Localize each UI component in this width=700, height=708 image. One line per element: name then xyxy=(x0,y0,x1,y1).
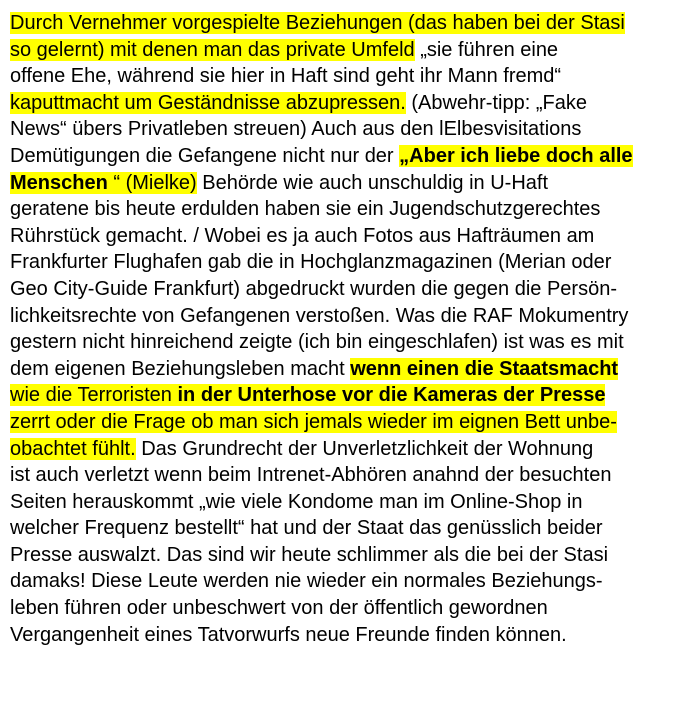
text-segment: Presse auswalzt. Das sind wir heute schlimmer als die bei der Stasi xyxy=(10,543,609,566)
text-line xyxy=(10,595,694,622)
text-line xyxy=(10,10,694,37)
text-segment: geratene bis heute erdulden haben sie ein Jugendschutzgerechtes xyxy=(10,198,601,221)
text-segment: Das Grundrecht der Unverletzlichkeit der Wohnung xyxy=(135,437,594,460)
text-line xyxy=(10,436,694,463)
text-line xyxy=(10,143,694,170)
text-segment: offene Ehe, während sie hier in Haft sind geht ihr Mann fremd“ xyxy=(10,65,562,88)
highlighted-text-segment: kaputtmacht um Geständnisse abzupressen. xyxy=(10,91,406,114)
document-text-block xyxy=(10,10,694,648)
text-line xyxy=(10,356,694,383)
text-segment: Demütigungen die Gefangene nicht nur der xyxy=(10,144,400,167)
highlighted-text-segment: zerrt oder die Frage ob man sich jemals wieder im eignen Bett unbe- xyxy=(10,410,617,433)
text-line xyxy=(10,622,694,649)
text-line xyxy=(10,170,694,197)
text-segment: Vergangenheit eines Tatvorwurfs neue Freunde finden können. xyxy=(10,623,567,646)
text-segment: Behörde wie auch unschuldig in U-Haft xyxy=(196,171,549,194)
text-segment: Seiten herauskommt „wie viele Kondome man im Online-Shop in xyxy=(10,490,583,513)
text-segment: (Abwehr-tipp: „Fake xyxy=(405,91,587,114)
text-line xyxy=(10,462,694,489)
highlighted-text-segment: Menschen xyxy=(10,171,114,194)
text-line xyxy=(10,276,694,303)
text-segment: Rührstück gemacht. / Wobei es ja auch Fotos aus Hafträumen am xyxy=(10,224,595,247)
text-segment: gestern nicht hinreichend zeigte (ich bin eingeschlafen) ist was es mit xyxy=(10,331,624,354)
text-segment: Frankfurter Flughafen gab die in Hochglanzmagazinen (Merian oder xyxy=(10,251,612,274)
text-segment: leben führen oder unbeschwert von der öffentlich gewordnen xyxy=(10,597,548,620)
text-line xyxy=(10,489,694,516)
highlighted-text-segment: „Aber ich liebe doch alle xyxy=(399,144,633,167)
text-segment: damaks! Diese Leute werden nie wieder ein normales Beziehungs- xyxy=(10,570,603,593)
highlighted-text-segment: so gelernt) mit denen man das private Umfeld xyxy=(10,38,415,61)
text-line xyxy=(10,223,694,250)
text-segment: dem eigenen Beziehungsleben macht xyxy=(10,357,351,380)
text-line xyxy=(10,249,694,276)
text-line xyxy=(10,196,694,223)
text-line xyxy=(10,37,694,64)
highlighted-text-segment: Durch Vernehmer vorgespielte Beziehungen (das haben bei der Stasi xyxy=(10,12,625,34)
text-segment: lichkeitsrechte von Gefangenen verstoßen. Was die RAF Mokumentry xyxy=(10,304,629,327)
text-line xyxy=(10,568,694,595)
text-line xyxy=(10,542,694,569)
highlighted-text-segment: in der Unterhose vor die Kameras der Presse xyxy=(177,384,606,407)
highlighted-text-segment: obachtet fühlt. xyxy=(10,437,136,460)
text-line xyxy=(10,382,694,409)
text-line xyxy=(10,515,694,542)
highlighted-text-segment: wie die Terroristen xyxy=(10,384,178,407)
text-line xyxy=(10,90,694,117)
text-segment: News“ übers Privatleben streuen) Auch aus den lElbesvisitations xyxy=(10,118,582,141)
text-line xyxy=(10,63,694,90)
highlighted-text-segment: “ (Mielke) xyxy=(113,171,197,194)
text-segment: „sie führen eine xyxy=(414,38,559,61)
text-line xyxy=(10,116,694,143)
text-line xyxy=(10,303,694,330)
highlighted-text-segment: wenn einen die Staatsmacht xyxy=(350,357,619,380)
text-segment: ist auch verletzt wenn beim Intrenet-Abhören anahnd der besuchten xyxy=(10,464,612,487)
text-segment: Geo City-Guide Frankfurt) abgedruckt wurden die gegen die Persön- xyxy=(10,277,617,300)
text-line xyxy=(10,329,694,356)
text-segment: welcher Frequenz bestellt“ hat und der Staat das genüsslich beider xyxy=(10,517,603,540)
text-line xyxy=(10,409,694,436)
